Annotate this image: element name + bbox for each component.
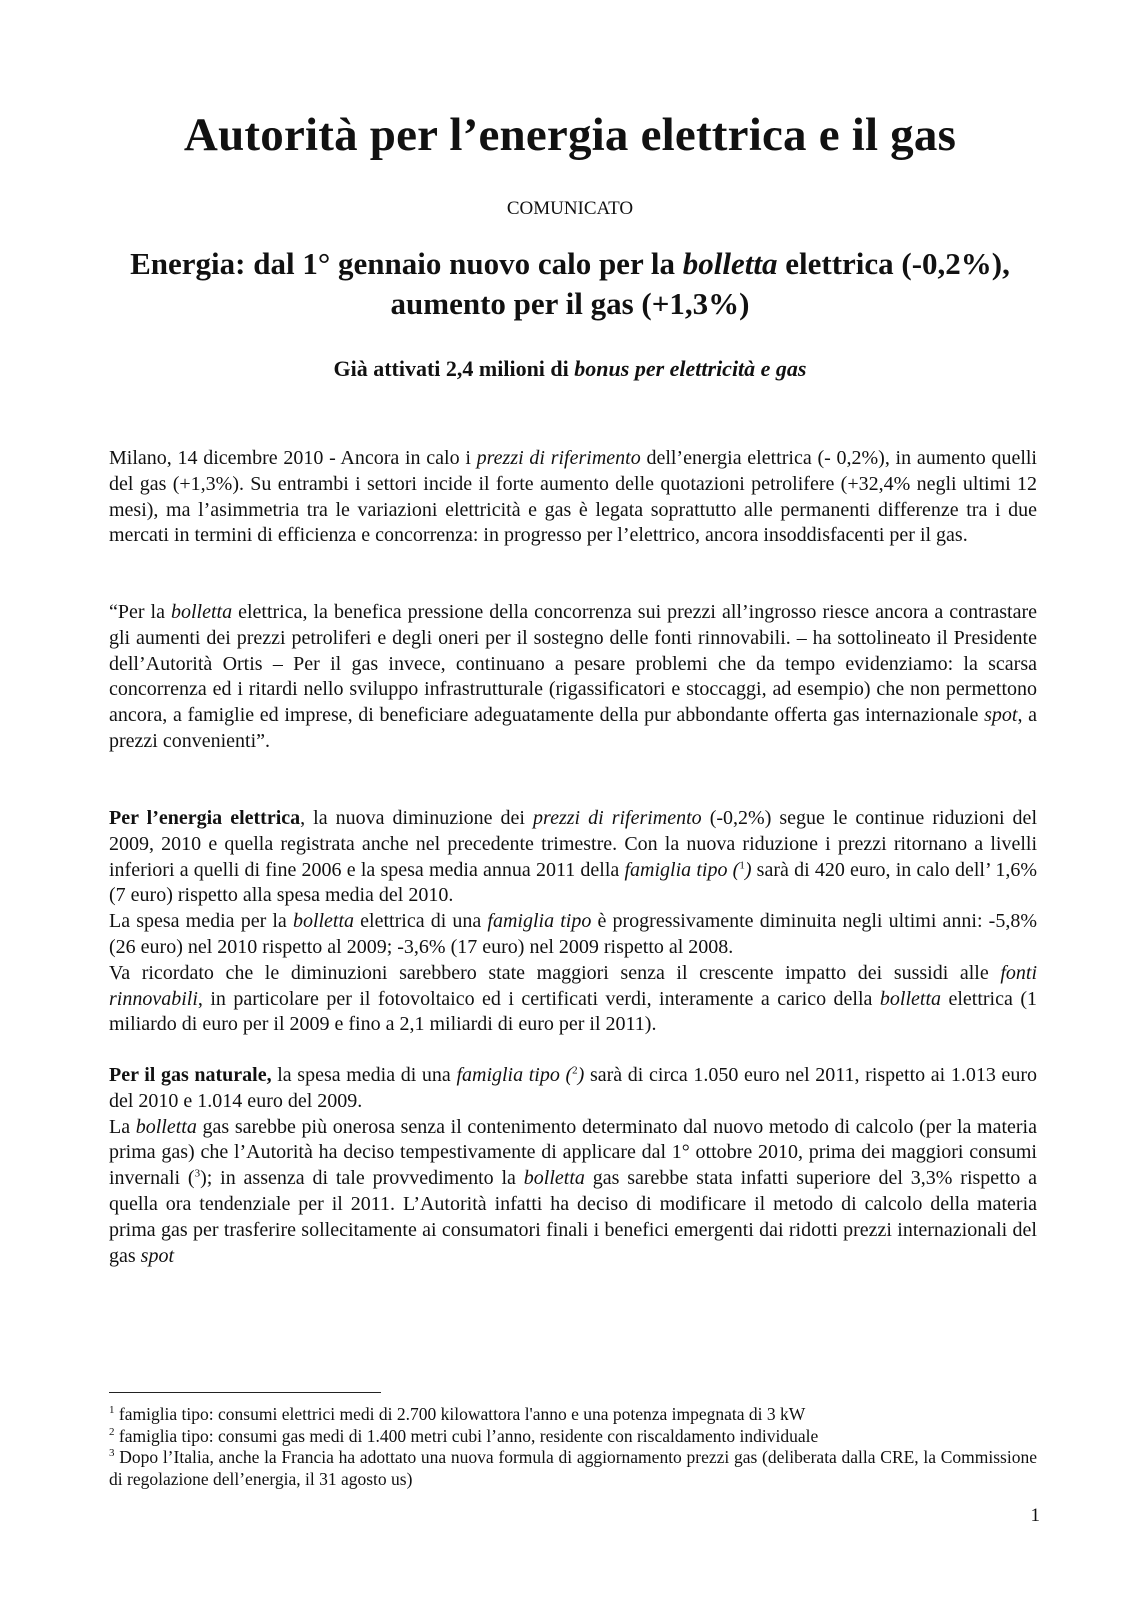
footnote-ref: 3 (194, 1167, 201, 1180)
italic-run: prezzi di riferimento (533, 807, 702, 829)
paragraph-gas (109, 1063, 1037, 1269)
text-run: elettrica di una (354, 910, 488, 933)
footnotes (109, 1404, 1037, 1490)
subheading (0, 356, 1140, 382)
text-run: , a prezzi convenienti”. (109, 704, 1037, 752)
italic-run: famiglia tipo ( (456, 1064, 573, 1086)
footnote-text: Dopo l’Italia, anche la Francia ha adottato una nuova formula di aggiornamento prezzi gas (deliberata dalla CRE, la Commissione di regolazione dell’energia, il 31 agosto us) (109, 1447, 1037, 1489)
bold-run: Per il gas naturale, (109, 1064, 272, 1086)
headline-text: elettrica (-0,2%), (777, 246, 1010, 281)
headline-text: Energia: dal 1° gennaio nuovo calo per la (130, 246, 683, 281)
text-run: Va ricordato che le diminuzioni sarebbero state maggiori senza il crescente impatto dei sussidi alle (109, 961, 1001, 984)
text-run: Milano, 14 dicembre 2010 - Ancora in calo i (109, 447, 477, 469)
footnote-1 (109, 1404, 1037, 1426)
footnote-ref: 2 (572, 1064, 578, 1077)
text-run: “Per la (109, 601, 171, 623)
text-run: elettrica (1 miliardo di euro per il 2009 e fino a 2,1 miliardi di euro per il 2011). (109, 987, 1037, 1036)
italic-run: bolletta (170, 601, 233, 623)
subheading-italic: bonus per elettricità e gas (574, 356, 807, 381)
text-run: gas sarebbe più onerosa senza il contenimento determinato dal nuovo metodo di calcolo (per la materia prima gas) che l’Autorità ha deciso tempestivamente di applicare dal 1° ottobre 2010, prima dei maggiori consumi invernali ( (109, 1115, 1037, 1190)
page-number: 1 (1030, 1505, 1040, 1526)
text-run: (-0,2%) segue le continue riduzioni del 2009, 2010 e quella registrata anche nel precedente trimestre. Con la nuova riduzione i prezzi ritornano a livelli inferiori a quelli di fine 2006 e la spesa media annua 2011 della (109, 807, 1037, 881)
footnote-number: 2 (109, 1425, 115, 1438)
text-run: , la nuova diminuzione dei (300, 807, 534, 829)
italic-run: prezzi di riferimento (476, 447, 641, 469)
text-run: è progressivamente diminuita negli ultimi anni: -5,8% (26 euro) nel 2010 rispetto al 2009; -3,6% (17 euro) nel 2009 rispetto al 2008. (109, 910, 1037, 958)
italic-run: ) (744, 858, 752, 881)
text-run: gas sarebbe stata infatti superiore del 3,3% rispetto a quella ora tendenziale per il 2011. L’Autorità infatti ha deciso di modificare il metodo di calcolo della materia prima gas per trasferire sollecitamente ai consumatori finali i benefici emergenti dai ridotti prezzi internazionali del gas (109, 1167, 1037, 1267)
italic-run: famiglia tipo (487, 910, 592, 933)
italic-run: bolletta (879, 987, 941, 1010)
bold-run: Per l’energia elettrica (109, 807, 301, 829)
italic-run: bolletta (523, 1167, 585, 1190)
italic-run: fonti rinnovabili (109, 961, 1037, 1010)
headline-text: aumento per il gas (+1,3%) (390, 286, 750, 321)
italic-run: bolletta (135, 1115, 197, 1138)
text-run: ); in assenza di tale provvedimento la (200, 1167, 524, 1190)
text-run: sarà di circa 1.050 euro nel 2011, rispetto ai 1.013 euro del 2010 e 1.014 euro del 2009. (109, 1064, 1037, 1112)
paragraph-electricity (109, 806, 1037, 1038)
footnote-ref: 1 (739, 858, 745, 871)
footnote-text: famiglia tipo: consumi elettrici medi di 2.700 kilowattora l'anno e una potenza impegnata di 3 kW (114, 1404, 806, 1424)
italic-run: spot (984, 704, 1018, 727)
footnote-number: 3 (109, 1447, 115, 1460)
footnote-separator (109, 1392, 381, 1393)
authority-title: Autorità per l’energia elettrica e il gas (183, 109, 957, 161)
subheading-text: Già attivati 2,4 milioni di (333, 356, 575, 381)
footnote-3 (109, 1447, 1037, 1490)
italic-run: ) (577, 1064, 585, 1086)
italic-run: spot (140, 1244, 175, 1267)
footnote-number: 1 (109, 1404, 115, 1417)
headline-italic: bolletta (682, 246, 778, 281)
document-type-label: COMUNICATO (506, 198, 634, 219)
text-run: La spesa media per la (109, 910, 293, 933)
italic-run: bolletta (292, 910, 355, 933)
footnote-text: famiglia tipo: consumi gas medi di 1.400 metri cubi l’anno, residente con riscaldamento individuale (114, 1425, 819, 1446)
paragraph-quote (109, 600, 1037, 755)
text-run: sarà di 420 euro, in calo dell’ 1,6% (7 euro) rispetto alla spesa media del 2010. (109, 858, 1038, 907)
footnote-2 (109, 1426, 1037, 1448)
text-run: dell’energia elettrica (- 0,2%), in aumento quelli del gas (+1,3%). Su entrambi i settori incide il forte aumento delle quotazioni petrolifere (+32,4% negli ultimi 12 mesi), ma l’asimmetria tra le variazioni elettricità e gas è legata soprattutto alle permanenti differenze tra i due mercati in termini di efficienza e concorrenza: in progresso per l’elettrico, ancora insoddisfacenti per il gas. (109, 447, 1037, 547)
italic-run: famiglia tipo ( (624, 858, 740, 881)
text-run: La (109, 1115, 136, 1138)
text-run: la spesa media di una (271, 1064, 457, 1086)
press-release-headline (60, 244, 1080, 324)
text-run: , in particolare per il fotovoltaico ed i certificati verdi, interamente a carico della (197, 987, 880, 1010)
text-run: elettrica, la benefica pressione della concorrenza sui prezzi all’ingrosso riesce ancora a contrastare gli aumenti dei prezzi petroliferi e degli oneri per il sostegno delle fonti rinnovabili. – ha sottolineato il Presidente dell’Autorità Ortis – Per il gas invece, continuano a pesare problemi che da tempo evidenziamo: la scarsa concorrenza ed i ritardi nello sviluppo infrastrutturale (rigassificatori e stoccaggi, ad esempio) che non permettono ancora, a famiglie ed imprese, di beneficiare adeguatamente della pur abbondante offerta gas internazionale (109, 601, 1037, 727)
paragraph-intro (109, 446, 1037, 549)
